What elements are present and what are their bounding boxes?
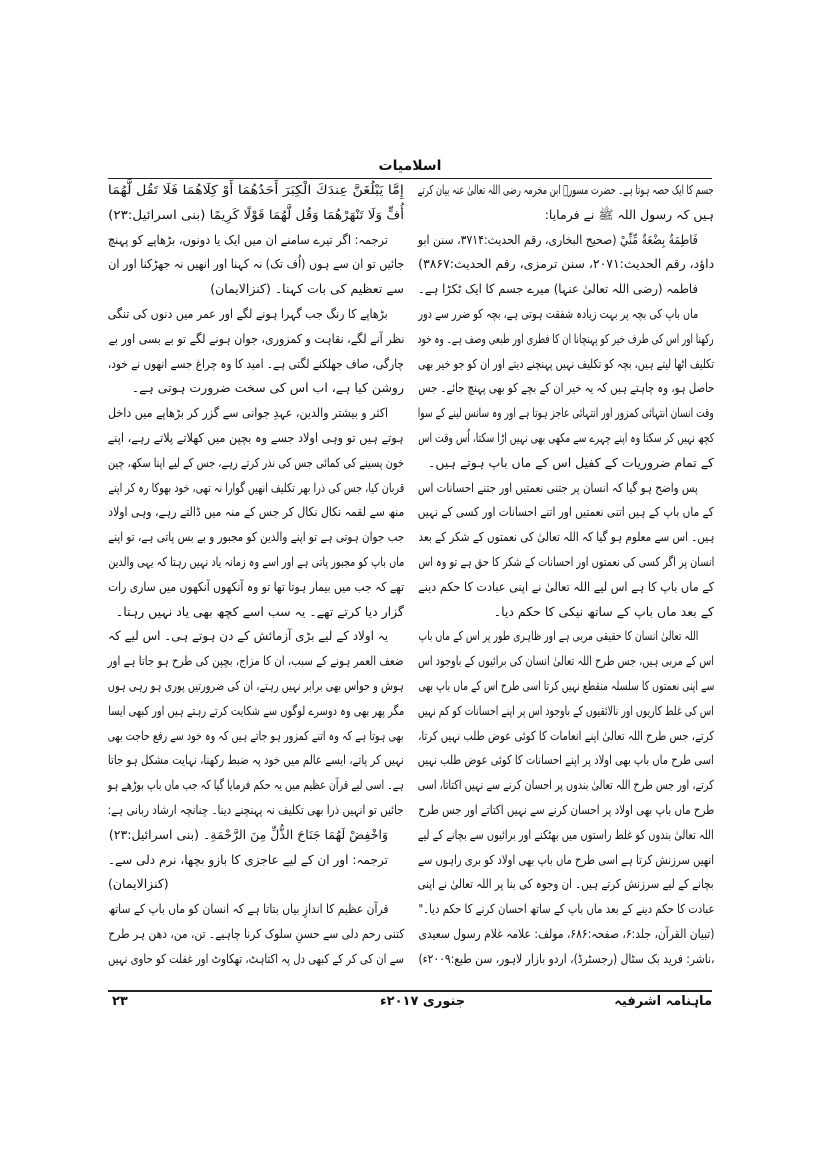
text-line [108,724,404,749]
text-line [108,674,404,699]
right-column [418,178,714,972]
text-line [108,550,404,575]
line-text: خون پسینے کی کمائی جس کی نذر کرتے رہے، جس کے لیے اپنا سکھ، چین [108,454,404,470]
text-line [418,872,714,897]
line-text: طرح ماں باپ بھی اولاد پر احسان کرنے سے نہیں اکتاتے اور جس طرح [418,801,714,817]
text-line [108,352,404,377]
line-text: کرتے، اور جس طرح اللہ تعالیٰ بندوں پر احسان کرنے سے نہیں اکتاتا، اسی [418,777,714,793]
text-line [418,252,714,277]
text-line [418,798,714,823]
text-line [108,624,404,649]
text-line [418,674,714,699]
text-line [108,401,404,426]
line-text: وَاخْفِضْ لَهُمَا جَنَاحَ الذُّلِّ مِنَ الرَّحْمَةِ۔ (بنی اسرائیل:۲۳) [108,826,388,842]
line-text: فاطمہ (رضی اللہ تعالیٰ عنہا) میرے جسم کا ایک ٹکڑا ہے۔ [418,281,698,297]
line-text: گزار دیا کرتے تھے۔ یہ سب اسے کچھ بھی یاد نہیں رہتا۔ [115,603,404,619]
text-line [418,401,714,426]
line-text: نظر آنے لگے، نقاہت و کمزوری، جوان ہونے لگے تو بے بسی اور بے [108,330,404,346]
text-line [418,848,714,873]
text-line [108,649,404,674]
line-text: جب جوان ہوتی ہے تو اپنے والدین کو مجبور و بے بس پاتی ہے، تو اپنے [108,529,404,545]
text-line [108,178,404,203]
line-text: بھی ہوتا ہے کہ وہ اتنے کمزور ہو جاتے ہیں کہ وہ خود سے رفع حاجت بھی [108,727,404,743]
text-line [108,600,404,625]
text-line [108,575,404,600]
line-text: اللہ تعالیٰ انسان کا حقیقی مربی ہے اور ظاہری طور پر اس کے ماں باپ [418,628,698,644]
text-line [418,922,714,947]
line-text: عبادت کا حکم دینے کے بعد ماں باپ کے ساتھ احسان کرنے کا حکم دیا۔" [418,901,714,917]
text-line [418,624,714,649]
line-text: سے ان کی کر کے کبھی دل پہ اکتاہٹ، تھکاوٹ اور غفلت کو حاوی نہیں [108,950,404,966]
text-line [418,575,714,600]
line-text: سے اپنی نعمتوں کا سلسلہ منقطع نہیں کرتا اسی طرح اس کے ماں باپ بھی [418,677,714,693]
line-text: اس کی غلط کاریوں اور نالائقیوں کے باوجود اس پر اپنے احسانات کو کم نہیں [418,702,714,718]
text-line [108,327,404,352]
text-line [418,228,714,253]
issue-date: جنوری ۲۰۱۷ء [380,994,466,1009]
text-line [418,748,714,773]
text-line [108,203,404,228]
line-text: قربان کیا، جس کی ذرا بھر تکلیف انھیں گوارا نہ تھی، خود بھوکا رہ کر اپنے [108,479,404,495]
text-line [418,476,714,501]
line-text: رکھنا اور اس کی طرف خیر کو پہنچانا ان کا فطری اور طبعی وصف ہے۔ وہ خود [418,330,714,346]
footer-rule [108,990,712,992]
text-line [418,327,714,352]
text-line [418,500,714,525]
line-text: فَاطِمَةُ بِضْعَةٌ مِّنِّيْ (صحیح البخاری، رقم الحدیث:۳۷۱۴، سنن ابو [418,231,698,247]
line-text: ہوتے ہیں تو وہی اولاد جسے وہ بچپن میں کھلاتے پلاتے رہے، اپنے [108,429,404,445]
line-text: کچھ نہیں کر سکتا وہ اپنے چہرے سے مکھی بھی نہیں اڑا سکتا، اُس وقت اس [418,429,714,445]
line-text: انسان پر اگر کسی کی نعمتوں اور احسانات کے شکر کا حق ہے تو وہ اس [418,553,714,569]
line-text: اس کے مربی ہیں، جس طرح اللہ تعالیٰ انسان کی برائیوں کے باوجود اس [418,653,714,669]
text-line [108,525,404,550]
text-line [418,897,714,922]
line-text: ماں باپ کی بچہ پر بہت زیادہ شفقت ہوتی ہے، بچہ کو ضرر سے دور [418,305,698,321]
text-line [418,773,714,798]
line-text: روشن کیا ہے، اب اس کی سخت ضرورت ہوتی ہے۔ [131,380,404,396]
line-text: ،ناشر: فرید بک سٹال (رجسٹرڈ)، اردو بازار لاہور، سن طبع:۲۰۰۹ء) [418,950,714,966]
text-line [418,426,714,451]
text-line [418,376,714,401]
text-line [418,352,714,377]
text-line [108,773,404,798]
text-line [108,451,404,476]
text-line [108,302,404,327]
magazine-name: ماہنامہ اشرفیہ [614,994,712,1009]
text-line [108,922,404,947]
text-line [108,228,404,253]
line-text: یہ اولاد کے لیے بڑی آزمائش کے دن ہوتے ہی۔ اس لیے کہ [108,628,388,644]
line-text: ماں باپ کو مجبور پاتی ہے اور اسے وہ زمانہ یاد نہیں رہتا کہ یہی والدین [108,553,404,569]
text-line [108,848,404,873]
line-text: ترجمہ: اگر تیرے سامنے ان میں ایک یا دونوں، بڑھاپے کو پہنچ [108,231,388,247]
page-number: ۲۳ [112,994,128,1009]
text-line [418,525,714,550]
line-text: چارگی، صاف جھلکنے لگتی ہے۔ امید کا وہ چراغ جسے انھوں نے خود، [108,355,404,371]
text-line [108,376,404,401]
line-text: ہے۔ اسی لیے قرآن عظیم میں یہ حکم فرمایا گیا کہ جب ماں باپ بوڑھے ہو [108,777,404,793]
line-text: منھ سے لقمہ نکال نکال کر جس کے منہ میں ڈالتے رہے، وہی اولاد [108,504,404,520]
line-text: تکلیف اٹھا لیتے ہیں، بچہ کو تکلیف نہیں پہنچنے دیتے اور ان کو جو خیر بھی [418,355,714,371]
line-text: وقت انسان انتہائی کمزور اور انتہائی عاجز ہوتا ہے اور وہ سانس لینے کے سوا [418,405,714,421]
line-text: تھے کہ جب میں بیمار ہوتا تھا تو وہ آنکھوں آنکھوں میں ساری رات [108,578,404,594]
line-text: مگر پھر بھی وہ دوسرے لوگوں سے شکایت کرتے رہتے ہیں اور کبھی ایسا [108,702,404,718]
text-line [108,798,404,823]
text-line [108,476,404,501]
line-text: کرتے، جس طرح اللہ تعالیٰ اپنے انعامات کا کوئی عوض طلب نہیں کرتا، [418,727,714,743]
line-text: کے بعد ماں باپ کے ساتھ نیکی کا حکم دیا۔ [493,603,714,619]
line-text: بچانے کے لیے سرزنش کرتے ہیں۔ ان وجوہ کی بنا پر اللہ تعالیٰ نے اپنی [418,876,714,892]
line-text: نہیں کر پاتے، ایسے عالم میں خود پہ ضبط رکھنا، نہایت مشکل ہو جاتا [108,752,404,768]
line-text: جائیں تو انہیں ذرا بھی تکلیف نہ پہنچنے دینا۔ چنانچہ ارشاد ربانی ہے: [108,801,404,817]
text-line [418,649,714,674]
line-text: أُفٍّ وَلَا تَنْهَرْهُمَا وَقُل لَّهُمَا قَوْلًا كَرِيمًا (بنی اسرائیل:۲۳) [108,206,404,222]
text-line [108,947,404,972]
text-line [108,500,404,525]
text-line [418,947,714,972]
text-line [108,748,404,773]
text-line [418,823,714,848]
text-line [108,897,404,922]
section-title: اسلامیات [378,158,442,174]
text-line [108,872,404,897]
text-line [418,600,714,625]
line-text: ہیں۔ اس سے معلوم ہو گیا کہ اللہ تعالیٰ کی نعمتوں کے شکر کے بعد [418,529,714,545]
text-line [418,178,714,203]
line-text: (تبیان القرآن، جلد:۶، صفحہ:۶۸۶، مولف: علامہ غلام رسول سعیدی [418,925,714,941]
text-line [108,277,404,302]
line-text: داؤد، رقم الحدیث:۲۰۷۱، سنن ترمزی، رقم الحدیث:۳۸۶۷) [418,256,714,272]
text-line [108,426,404,451]
line-text: انھیں سرزنش کرتا ہے اسی طرح ماں باپ بھی اولاد کو بری راہوں سے [418,851,714,867]
text-line [108,252,404,277]
text-line [108,823,404,848]
text-line [418,277,714,302]
line-text: کے ماں باپ کے ہیں اتنی نعمتیں اور اتنے احسانات اور کسی کے نہیں [418,504,714,520]
line-text: سے تعظیم کی بات کہنا۔ (کنزالایمان) [210,281,404,297]
line-text: ہوش و حواس بھی برابر نہیں رہتے، ان کی ضرورتیں پوری ہو رہی ہوں [108,677,404,693]
line-text: إِمَّا يَبْلُغَنَّ عِندَكَ الْكِبَرَ أَحَدُهُمَا أَوْ كِلَاهُمَا فَلَا تَقُل لَّهُمَا [108,182,404,197]
left-column [108,178,404,972]
line-text: (کنزالایمان) [108,876,169,892]
line-text: کے تمام ضروریات کے کفیل اس کے ماں باپ ہوتے ہیں۔ [428,454,714,470]
text-line [418,302,714,327]
text-line [418,699,714,724]
line-text: بڑھاپے کا رنگ جب گہرا ہونے لگے اور عمر میں دنوں کی تنگی [108,305,388,321]
line-text: حاصل ہو، وہ چاہتے ہیں کہ یہ خیر ان کے بچے کو بھی پہنچ جائے۔ جس [418,380,714,396]
text-line [108,699,404,724]
line-text: اسی طرح ماں باپ بھی اولاد پر اپنے احسانات کا کوئی عوض طلب نہیں [418,752,714,768]
text-line [418,203,714,228]
line-text: قرآن عظیم کا اندازِ بیاں بتاتا ہے کہ انسان کو ماں باپ کے ساتھ [108,901,388,917]
text-line [418,724,714,749]
line-text: اکثر و بیشتر والدین، عہدِ جوانی سے گزر کر بڑھاپے میں داخل [108,405,388,421]
line-text: جائیں تو ان سے ہوں (اُف تک) نہ کہنا اور انھیں نہ جھڑکنا اور ان [108,256,404,272]
text-line [418,550,714,575]
line-text: کتنی رحم دلی سے حسنِ سلوک کرنا چاہیے۔ تن، من، دھن ہر طرح [108,925,404,941]
line-text: کے ماں باپ کا ہے اس لیے اللہ تعالیٰ نے اپنی عبادت کا حکم دینے [418,578,714,594]
line-text: ضعف العمر ہونے کے سبب، ان کا مزاج، بچپن کی طرح ہو جاتا ہے اور [108,653,404,669]
line-text: پس واضح ہو گیا کہ انسان پر جتنی نعمتیں اور جتنے احسانات اس [418,479,698,495]
line-text: جسم کا ایک حصہ ہوتا ہے۔ حضرت مسورؓ ابن مخرمہ رضی اللہ تعالیٰ عنہ بیان کرتے [418,182,714,197]
text-line [418,451,714,476]
line-text: ترجمہ: اور ان کے لیے عاجزی کا بازو بچھا، نرم دلی سے۔ [108,851,388,867]
line-text: اللہ تعالیٰ بندوں کو غلط راستوں میں بھٹکنے اور برائیوں سے بچانے کے لیے [418,826,714,842]
line-text: ہیں کہ رسول اللہ ﷺ نے فرمایا: [544,206,714,222]
